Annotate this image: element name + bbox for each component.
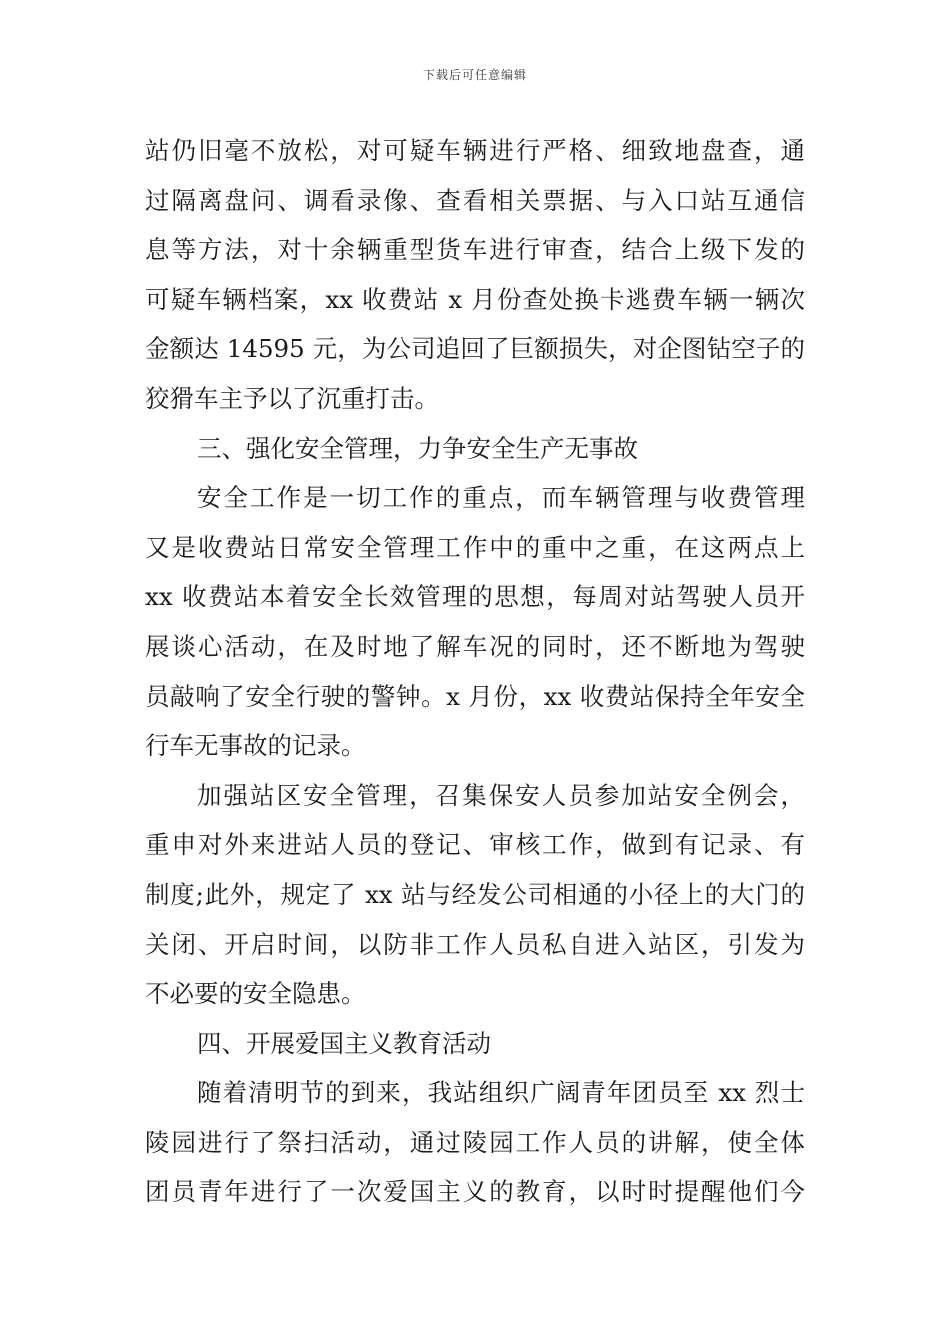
text-line: 站仍旧毫不放松，对可疑车辆进行严格、细致地盘查，通: [145, 136, 805, 165]
text-line: 金额达 14595 元，为公司追回了巨额损失，对企图钻空子的: [145, 334, 805, 364]
text-line: 可疑车辆档案，xx 收费站 x 月份查处换卡逃费车辆一辆次: [145, 284, 805, 314]
text-line: 制度;此外，规定了 xx 站与经发公司相通的小径上的大门的: [145, 879, 805, 909]
text-line: 员敲响了安全行驶的警钟。x 月份，xx 收费站保持全年安全: [145, 681, 805, 711]
text-line: 陵园进行了祭扫活动，通过陵园工作人员的讲解，使全体: [145, 1127, 805, 1157]
text-line: 安全工作是一切工作的重点，而车辆管理与收费管理: [197, 483, 805, 513]
text-line: 四、开展爱国主义教育活动: [197, 1028, 491, 1058]
page-header: 下载后可任意编辑: [422, 68, 527, 82]
text-line: 狡猾车主予以了沉重打击。: [145, 383, 439, 413]
text-line: 三、强化安全管理，力争安全生产无事故: [197, 433, 638, 463]
text-line: xx 收费站本着安全长效管理的思想，每周对站驾驶人员开: [145, 582, 805, 612]
document-body: [145, 126, 805, 1217]
text-line: 行车无事故的记录。: [145, 731, 366, 761]
text-line: 不必要的安全隐患。: [145, 979, 366, 1009]
text-line: 团员青年进行了一次爱国主义的教育，以时时提醒他们今: [145, 1177, 805, 1207]
text-line: 重申对外来进站人员的登记、审核工作，做到有记录、有: [145, 830, 805, 860]
text-line: 关闭、开启时间，以防非工作人员私自进入站区，引发为: [145, 929, 805, 959]
text-line: 加强站区安全管理，召集保安人员参加站安全例会，: [197, 780, 805, 810]
text-line: 展谈心活动，在及时地了解车况的同时，还不断地为驾驶: [145, 631, 805, 661]
text-line: 息等方法，对十余辆重型货车进行审查，结合上级下发的: [145, 235, 805, 265]
text-line: 过隔离盘问、调看录像、查看相关票据、与入口站互通信: [145, 185, 805, 215]
text-line: 随着清明节的到来，我站组织广阔青年团员至 xx 烈士: [197, 1078, 805, 1108]
text-line: 又是收费站日常安全管理工作中的重中之重，在这两点上: [145, 532, 805, 562]
